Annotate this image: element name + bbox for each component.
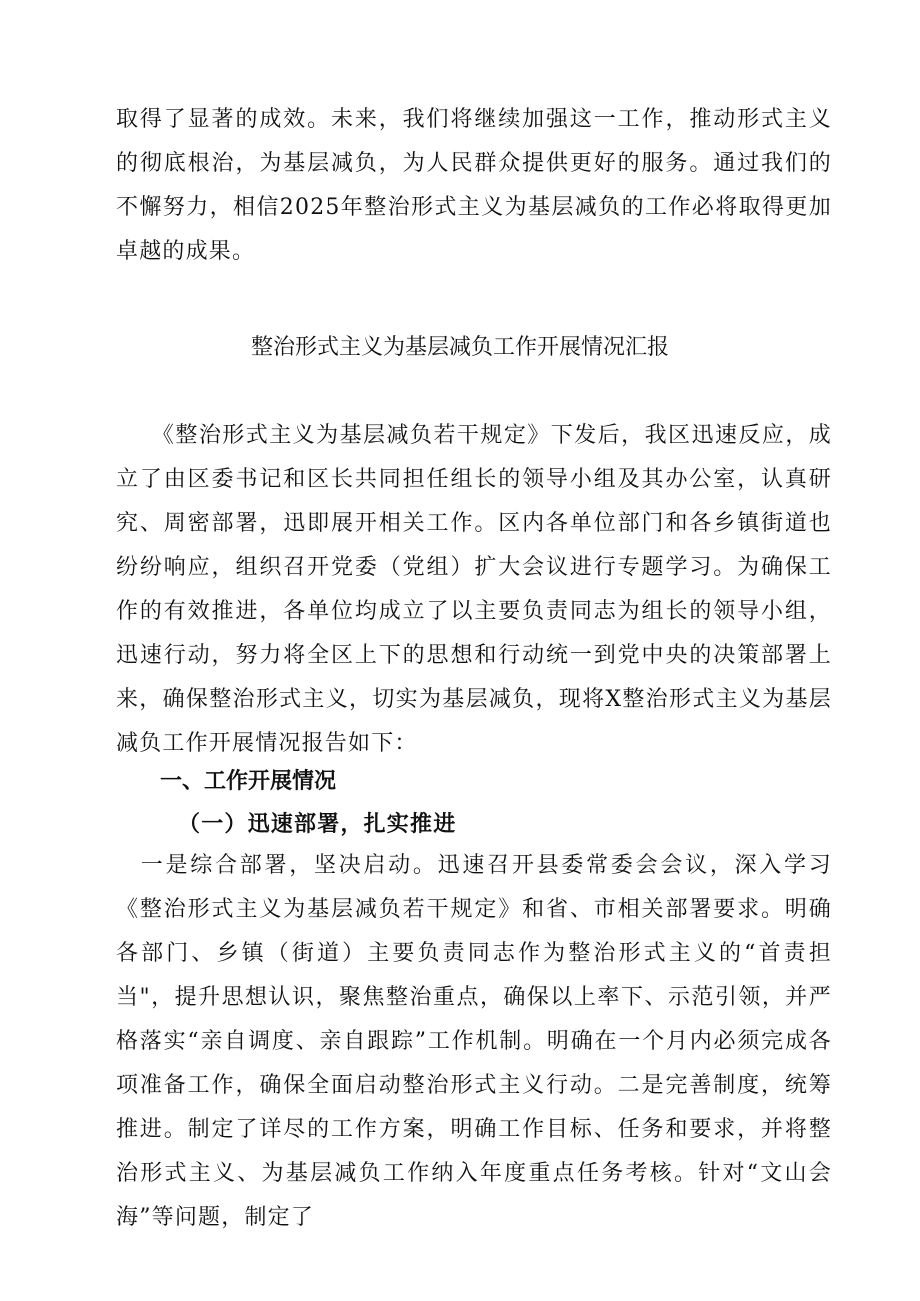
section-heading: 一、工作开展情况: [160, 769, 337, 794]
subsection-body-paragraph: 一是综合部署，坚决启动。迅速召开县委常委会会议，深入学习《整治形式主义为基层减负若干规定》和省、市相关部署要求。明确各部门、乡镇（街道）主要负责同志作为整治形式主义的“首责担当"，提升思想认识，聚焦整治重点，确保以上率下、示范引领，并严格落实“亲自调度、亲自跟踪”工作机制。明确在一个月内必须完成各项准备工作，确保全面启动整治形式主义行动。二是完善制度，统筹推进。制定了详尽的工作方案，明确工作目标、任务和要求，并将整治形式主义、为基层减负工作纳入年度重点任务考核。针对“文山会海”等问题，制定了: [116, 853, 832, 1230]
subsection-heading: （一）迅速部署，扎实推进: [178, 811, 457, 837]
intro-paragraph: 《整治形式主义为基层减负若干规定》下发后，我区迅速反应，成立了由区委书记和区长共同担任组长的领导小组及其办公室，认真研究、周密部署，迅即展开相关工作。区内各单位部门和各乡镇街道也纷纷响应，组织召开党委（党组）扩大会议进行专题学习。为确保工作的有效推进，各单位均成立了以主要负责同志为组长的领导小组，迅速行动，努力将全区上下的思想和行动统一到党中央的决策部署上来，确保整治形式主义，切实为基层减负，现将X整治形式主义为基层减负工作开展情况报告如下：: [116, 423, 832, 756]
continuation-paragraph: 取得了显著的成效。未来，我们将继续加强这一工作，推动形式主义的彻底根治，为基层减负，为人民群众提供更好的服务。通过我们的不懈努力，相信2025年整治形式主义为基层减负的工作必将取得更加卓越的成果。: [116, 107, 832, 264]
report-title: 整治形式主义为基层减负工作开展情况汇报: [250, 335, 669, 360]
